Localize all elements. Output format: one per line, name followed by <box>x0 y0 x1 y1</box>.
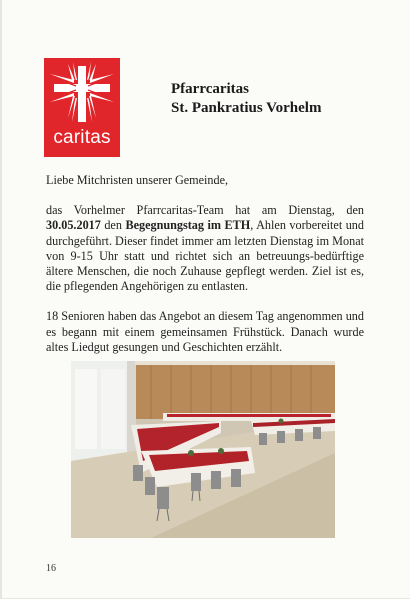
greeting: Liebe Mitchristen unserer Gemeinde, <box>46 173 229 187</box>
page-number: 16 <box>46 563 56 574</box>
paragraph-2: 18 Senioren haben das Angebot an diesem Tag angenommen und es begann mit einem gemeinsamen Frühstück. Danach wurde altes Liedgut gesungen und Geschichten erzählt. <box>46 309 364 354</box>
event-hall-photo <box>71 361 335 538</box>
paragraph-1-seg2: den <box>100 218 126 233</box>
event-name: Begegnungstag im ETH <box>125 218 251 233</box>
page-title <box>171 80 321 118</box>
title-line-2: St. Pankratius Vorhelm <box>171 100 322 116</box>
letter-body <box>46 173 364 355</box>
title-line-1: Pfarrcaritas <box>171 81 250 97</box>
paragraph-1-seg1: das Vorhelmer Pfarrcaritas-Team hat am Dienstag, den <box>46 203 364 218</box>
paragraph-1 <box>46 203 364 294</box>
paragraph-1-seg3: , Ahlen vorbereitet und durchgeführt. Dieser findet immer am letzten Dienstag im Monat von 9-15 Uhr statt und richtet sich an betreuungs-bedürftige ältere Menschen, die noch Zuhause gepflegt werden. Ziel ist es, die pflegenden Angehörigen zu entlasten. <box>46 218 364 294</box>
caritas-logo <box>44 58 120 157</box>
caritas-flame-cross-icon <box>44 58 120 128</box>
event-date: 30.05.2017 <box>46 218 101 233</box>
caritas-wordmark: caritas <box>53 127 111 148</box>
